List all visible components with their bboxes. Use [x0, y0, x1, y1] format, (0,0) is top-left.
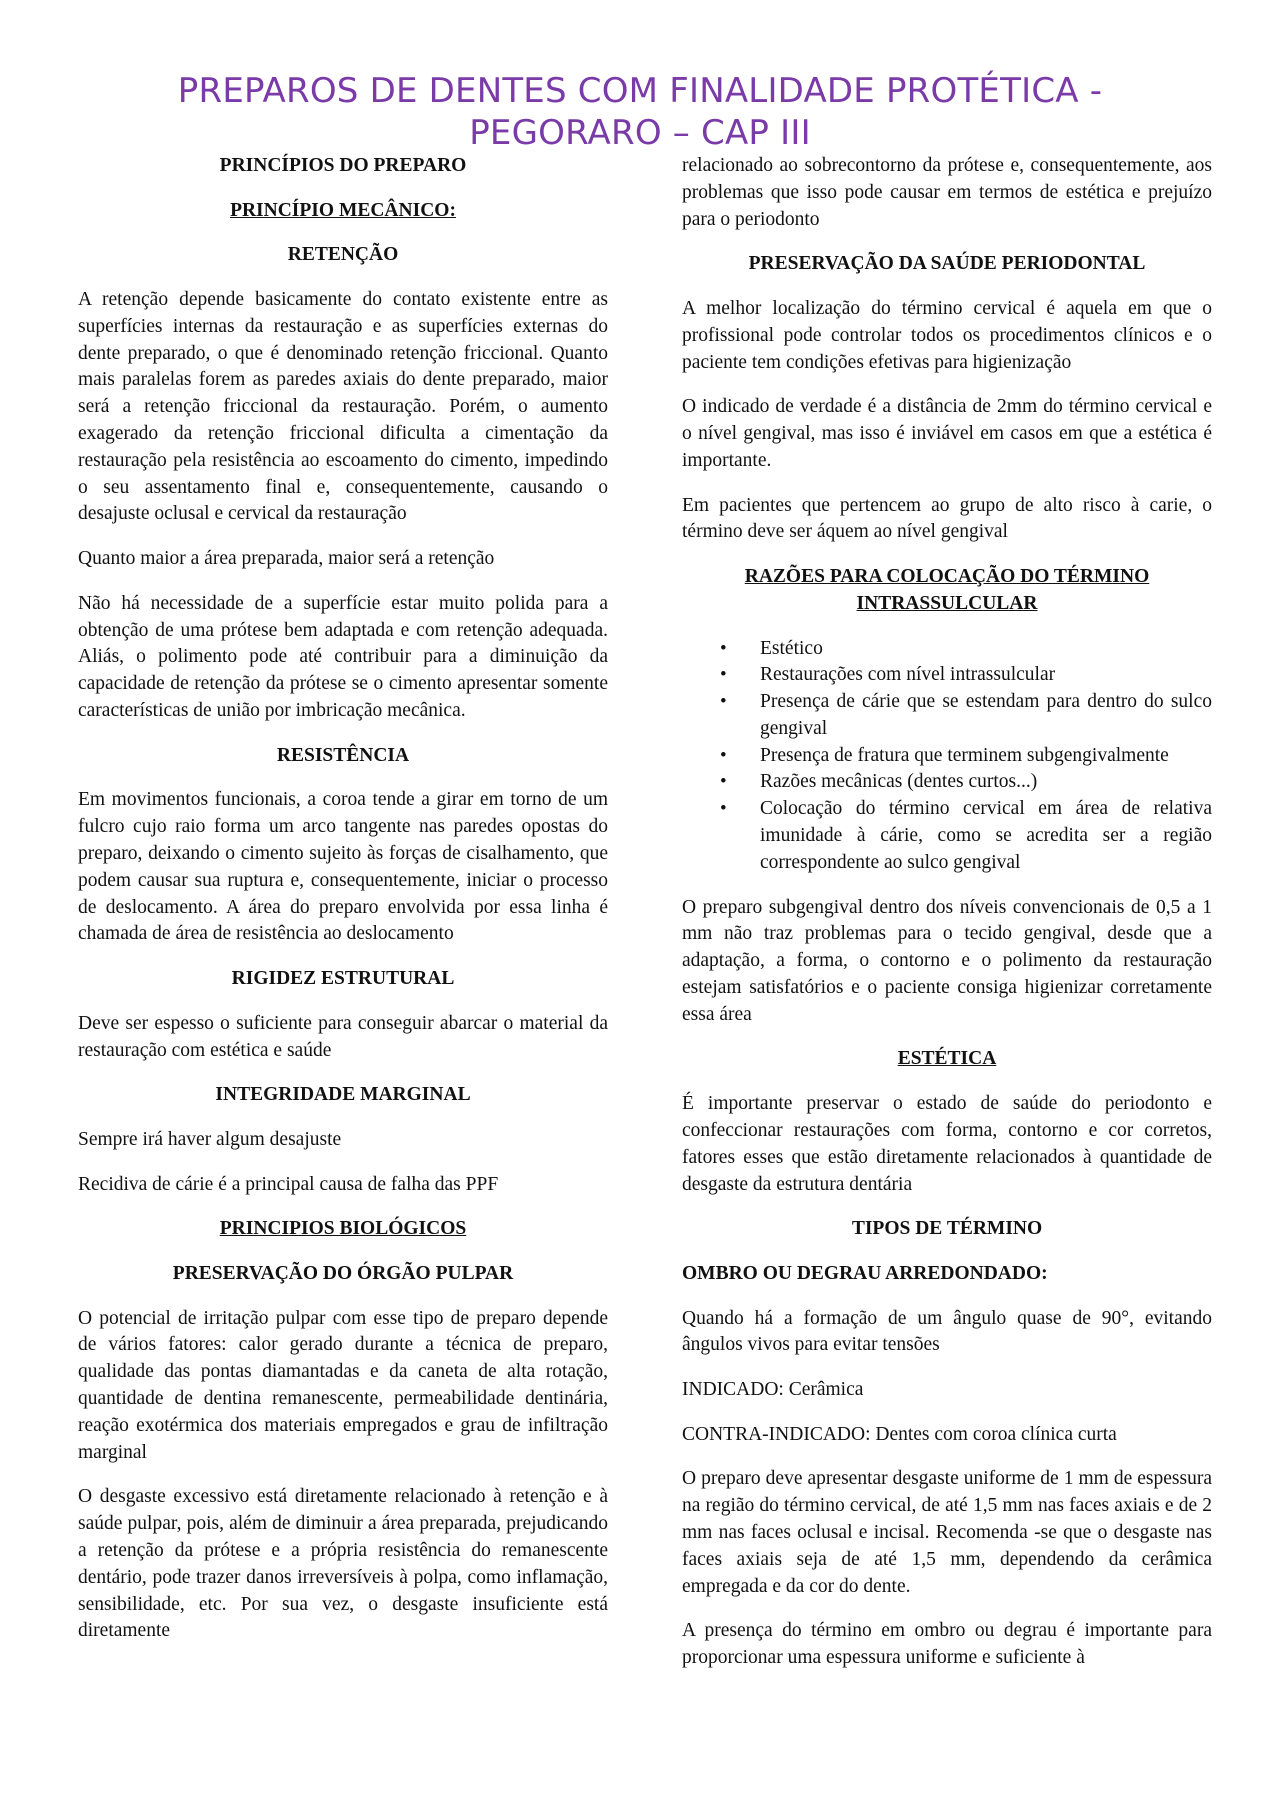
title-line-2: PEGORARO – CAP III: [469, 113, 811, 153]
heading-orgao-pulpar: PRESERVAÇÃO DO ÓRGÃO PULPAR: [172, 1262, 514, 1284]
heading-razoes-intrassulcular: RAZÕES PARA COLOCAÇÃO DO TÉRMINO INTRASSULCULAR: [744, 566, 1150, 614]
title-line-1: PREPAROS DE DENTES COM FINALIDADE PROTÉTICA -: [177, 71, 1103, 111]
heading-retencao: RETENÇÃO: [287, 244, 399, 266]
heading-ombro-degrau: OMBRO OU DEGRAU ARREDONDADO:: [682, 1262, 1048, 1284]
paragraph-continuation: relacionado ao sobrecontorno da prótese e, consequentemente, aos problemas que isso pode causar em termos de estética e prejuízo para o periodonto: [682, 155, 1212, 230]
paragraph-retencao-1: A retenção depende basicamente do contato existente entre as superfícies internas da restauração e as superfícies externas do dente preparado, o que é denominado retenção friccional. Quanto mais paralelas forem as paredes axiais do dente preparado, maior será a retenção friccional da restauração. Porém, o aumento exagerado da retenção friccional dificulta a cimentação da restauração pela resistência ao escoamento do cimento, impedindo o seu assentamento final e, consequentemente, causando o desajuste oclusal e cervical da restauração: [78, 289, 608, 525]
heading-integridade: INTEGRIDADE MARGINAL: [215, 1084, 471, 1106]
list-item: • Colocação do término cervical em área de relativa imunidade à cárie, como se acredita ser a região correspondente ao sulco gengival: [682, 796, 1212, 876]
left-column: [78, 153, 608, 1663]
heading-tipos-termino: TIPOS DE TÉRMINO: [851, 1218, 1043, 1240]
heading-principios-biologicos: PRINCIPIOS BIOLÓGICOS: [219, 1218, 467, 1240]
document-title: [0, 70, 1280, 154]
paragraph-periodontal-1: A melhor localização do término cervical é aquela em que o profissional pode controlar todos os procedimentos clínicos e o paciente tem condições efetivas para higienização: [682, 297, 1212, 373]
paragraph-periodontal-3: Em pacientes que pertencem ao grupo de alto risco à carie, o término deve ser áquem ao nível gengival: [682, 494, 1212, 543]
list-item: • Razões mecânicas (dentes curtos...): [682, 769, 1212, 796]
razoes-list: [682, 636, 1212, 877]
paragraph-resistencia: Em movimentos funcionais, a coroa tende a girar em torno de um fulcro cujo raio forma um arco tangente nas paredes opostas do preparo, deixando o cimento sujeito às forças de cisalhamento, que podem causar sua ruptura e, consequentemente, iniciar o processo de deslocamento. A área do preparo envolvida por essa linha é chamada de área de resistência ao deslocamento: [78, 789, 608, 945]
paragraph-integridade-1: Sempre irá haver algum desajuste: [78, 1128, 342, 1150]
paragraph-rigidez: Deve ser espesso o suficiente para conseguir abarcar o material da restauração com estética e saúde: [78, 1012, 608, 1061]
list-item: • Estético: [682, 636, 1212, 663]
paragraph-retencao-2: Quanto maior a área preparada, maior será a retenção: [78, 548, 495, 570]
list-item: • Presença de cárie que se estendam para dentro do sulco gengival: [682, 689, 1212, 743]
list-item: • Restaurações com nível intrassulcular: [682, 662, 1212, 689]
heading-saude-periodontal: PRESERVAÇÃO DA SAÚDE PERIODONTAL: [748, 253, 1146, 275]
paragraph-contra-indicado: CONTRA-INDICADO: Dentes com coroa clínica curta: [682, 1423, 1117, 1445]
paragraph-estetica: É importante preservar o estado de saúde do periodonto e confeccionar restaurações com forma, contorno e cor corretos, fatores esses que estão diretamente relacionados à quantidade de desgaste da estrutura dentária: [682, 1093, 1212, 1195]
paragraph-pulpar-1: O potencial de irritação pulpar com esse tipo de preparo depende de vários fatores: calor gerado durante a técnica de preparo, qualidade das pontas diamantadas e da caneta de alta rotação, quantidade de dentina remanescente, permeabilidade dentinária, reação exotérmica dos materiais empregados e grau de infiltração marginal: [78, 1307, 608, 1463]
heading-principio-mecanico: PRINCÍPIO MECÂNICO:: [230, 199, 456, 221]
right-column: [682, 153, 1212, 1690]
paragraph-indicado: INDICADO: Cerâmica: [682, 1379, 864, 1401]
heading-estetica: ESTÉTICA: [897, 1048, 997, 1070]
heading-principios-preparo: PRINCÍPIOS DO PREPARO: [219, 155, 467, 176]
heading-resistencia: RESISTÊNCIA: [276, 744, 410, 766]
paragraph-ombro-2: O preparo deve apresentar desgaste uniforme de 1 mm de espessura na região do término cervical, de até 1,5 mm nas faces axiais e de 2 mm nas faces oclusal e incisal. Recomenda -se que o desgaste nas faces axiais seja de até 1,5 mm, dependendo da cerâmica empregada e da cor do dente.: [682, 1468, 1212, 1597]
paragraph-pulpar-2: O desgaste excessivo está diretamente relacionado à retenção e à saúde pulpar, pois, além de diminuir a área preparada, prejudicando a retenção da prótese e a própria resistência do remanescente dentário, pode trazer danos irreversíveis à polpa, como inflamação, sensibilidade, etc. Por sua vez, o desgaste insuficiente está diretamente: [78, 1486, 608, 1642]
heading-rigidez: RIGIDEZ ESTRUTURAL: [231, 968, 455, 990]
paragraph-ombro-1: Quando há a formação de um ângulo quase de 90°, evitando ângulos vivos para evitar tensões: [682, 1307, 1212, 1356]
paragraph-periodontal-2: O indicado de verdade é a distância de 2mm do término cervical e o nível gengival, mas isso é inviável em casos em que a estética é importante.: [682, 396, 1212, 471]
list-item: • Presença de fratura que terminem subgengivalmente: [682, 743, 1212, 770]
paragraph-subgengival: O preparo subgengival dentro dos níveis convencionais de 0,5 a 1 mm não traz problemas para o tecido gengival, desde que a adaptação, a forma, o contorno e o polimento da restauração estejam satisfatórios e o paciente consiga higienizar corretamente essa área: [682, 896, 1212, 1025]
paragraph-ombro-3: A presença do término em ombro ou degrau é importante para proporcionar uma espessura uniforme e suficiente à: [682, 1620, 1212, 1669]
paragraph-retencao-3: Não há necessidade de a superfície estar muito polida para a obtenção de uma prótese bem adaptada e com retenção adequada. Aliás, o polimento pode até contribuir para a diminuição da capacidade de retenção da prótese se o cimento apresentar somente características de união por imbricação mecânica.: [78, 592, 608, 721]
paragraph-integridade-2: Recidiva de cárie é a principal causa de falha das PPF: [78, 1173, 499, 1195]
